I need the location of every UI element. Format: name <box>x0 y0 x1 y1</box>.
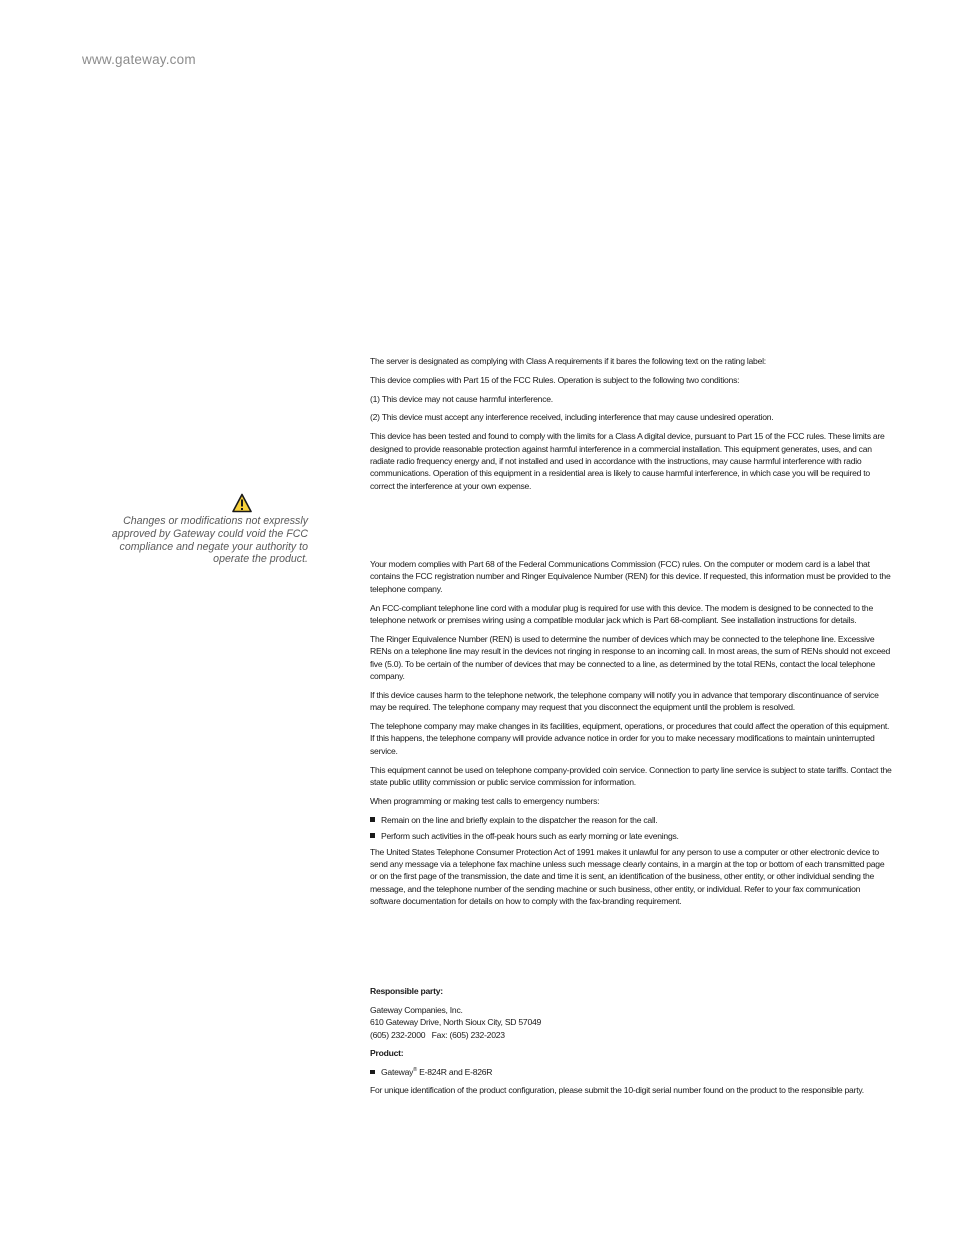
bullet-item: Remain on the line and briefly explain to the dispatcher the reason for the call. <box>370 814 892 826</box>
product-heading: Product: <box>370 1048 404 1059</box>
company-name: Gateway Companies, Inc. <box>370 1004 463 1015</box>
responsible-heading: Responsible party: <box>370 986 443 996</box>
street-address: 610 Gateway Drive, North Sioux City, SD 57049 <box>370 1017 542 1028</box>
bullet-item: Perform such activities in the off-peak hours such as early morning or late evenings. <box>370 830 892 842</box>
product-item <box>370 1066 892 1078</box>
phone-fax: (605) 232-2000 Fax: (605) 232-2023 <box>370 1029 505 1040</box>
paragraph: The United States Telephone Consumer Protection Act of 1991 makes it unlawful for any person to use a computer or other electronic device to send any message via a telephone fax machine unless such message clearly contains, in a margin at the top or bottom of each transmitted page or on the first page of the transmission, the date and time it is sent, an identification of the business, other entity, or other individual sending the message, and the telephone number of the sending machine or such business, other entity, or individual. Refer to your fax communication software documentation for details on how to comply with the fax-branding requirement. <box>370 846 885 907</box>
paragraph: The server is designated as complying with Class A requirements if it bares the following text on the rating label: <box>370 356 766 366</box>
paragraph: (1) This device may not cause harmful interference. <box>370 393 553 404</box>
paragraph: This device has been tested and found to comply with the limits for a Class A digital device, pursuant to Part 15 of the FCC rules. These limits are designed to provide reasonable protection against harmful interference in a commercial installation. This equipment generates, uses, and can radiate radio frequency energy and, if not installed and used in accordance with the instructions, may cause harmful interference with radio communications. Operation of this equipment in a residential area is likely to cause harmful interference, in which case you will be required to correct the interference at your own expense. <box>370 431 885 491</box>
paragraph: The telephone company may make changes in its facilities, equipment, operations, or procedures that could affect the operation of this equipment. If this happens, the telephone company will provide advance notice in order for you to make necessary modifications to maintain uninterrupted service. <box>370 721 890 756</box>
paragraph: If this device causes harm to the telephone network, the telephone company will notify you in advance that temporary discontinuance of service may be required. The telephone company may request that you disconnect the equipment until the problem is resolved. <box>370 689 879 713</box>
paragraph: For unique identification of the product configuration, please submit the 10-digit serial number found on the product to the responsible party. <box>370 1084 864 1095</box>
product-brand: Gateway <box>381 1067 414 1078</box>
registered-mark: ® <box>413 1067 417 1074</box>
part68-section <box>370 558 892 914</box>
site-url: www.gateway.com <box>82 52 196 67</box>
paragraph: (2) This device must accept any interference received, including interference that may cause undesired operation. <box>370 412 774 423</box>
caution-note <box>96 493 308 566</box>
caution-text: Changes or modifications not expressly approved by Gateway could void the FCC compliance and negate your authority to operate the product. <box>111 515 308 566</box>
paragraph: The Ringer Equivalence Number (REN) is used to determine the number of devices which may be connected to the telephone line. Excessive RENs on a telephone line may result in the devices not ringing in response to an incoming call. In most areas, the sum of RENs should not exceed five (5.0). To be certain of the number of devices that may be connected to a line, as determined by the total RENs, contact the local telephone company. <box>370 633 891 682</box>
class-a-section <box>370 355 892 499</box>
address-block <box>370 1004 892 1041</box>
warning-triangle-icon <box>232 493 252 513</box>
paragraph: This equipment cannot be used on telephone company-provided coin service. Connection to party line service is subject to state tariffs. Contact the state public utility commission or public service commission for information. <box>370 764 892 788</box>
product-models: E-824R and E-826R <box>416 1067 493 1078</box>
paragraph: Your modem complies with Part 68 of the Federal Communications Commission (FCC) rules. On the computer or modem card is a label that contains the FCC registration number and Ringer Equivalence Number (REN) for this device. If requested, this information must be provided to the telephone company. <box>370 559 891 594</box>
paragraph: When programming or making test calls to emergency numbers: <box>370 795 600 806</box>
paragraph: An FCC-compliant telephone line cord with a modular plug is required for use with this device. The modem is designed to be connected to the telephone network or premises wiring using a compatible modular jack which is Part 68-compliant. See installation instructions for details. <box>370 602 873 626</box>
responsible-party-section <box>370 985 892 1102</box>
paragraph: This device complies with Part 15 of the FCC Rules. Operation is subject to the following two conditions: <box>370 374 740 385</box>
